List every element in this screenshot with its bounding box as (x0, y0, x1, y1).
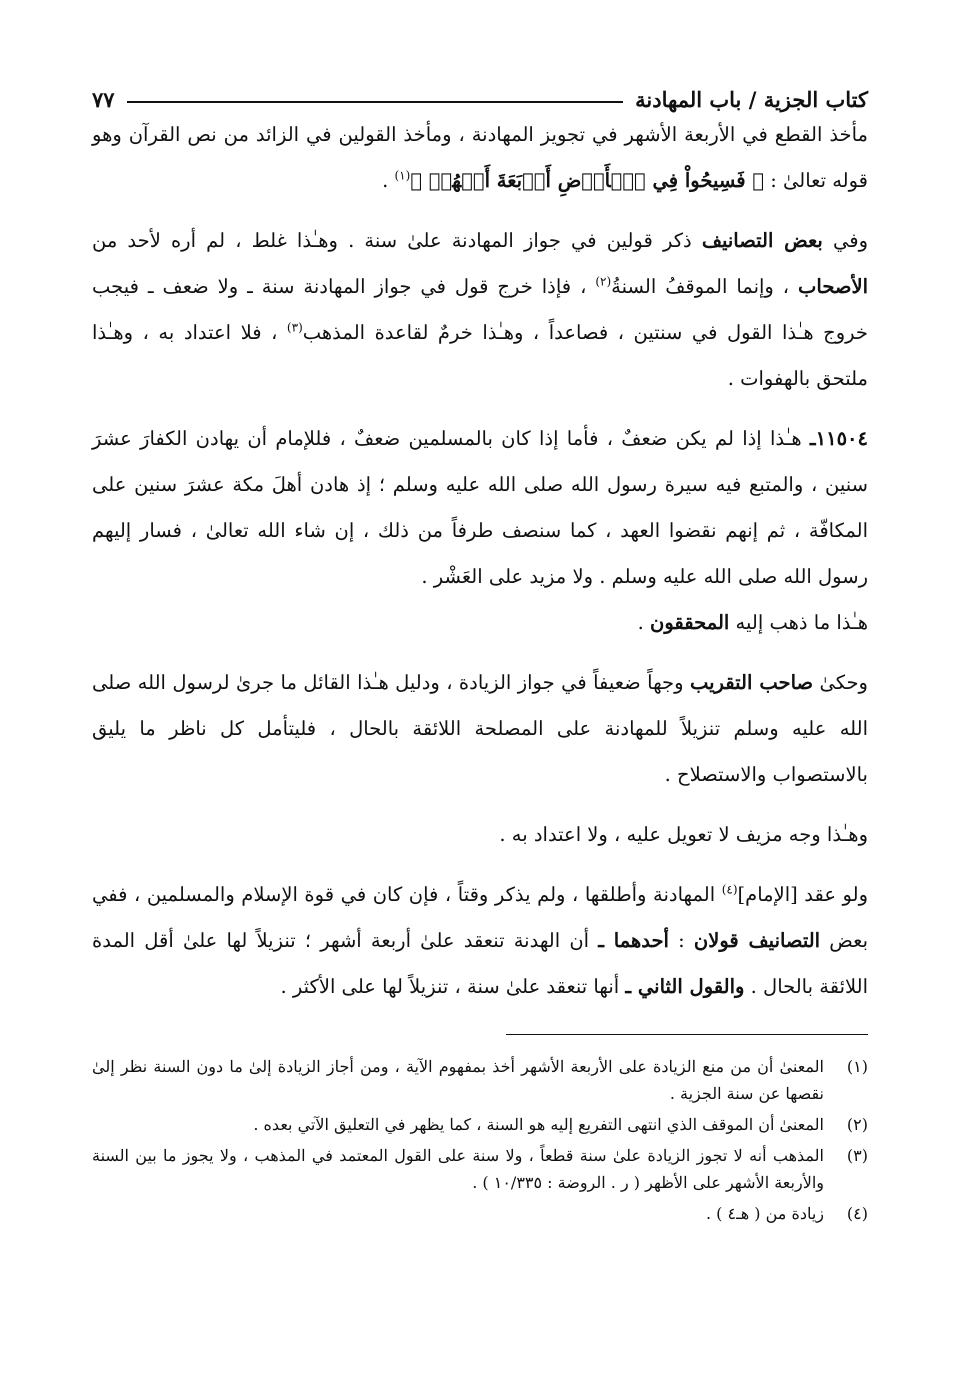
header-title: كتاب الجزية / باب المهادنة (635, 87, 868, 112)
book-page (92, 78, 868, 1231)
text: هـٰذا ما ذهب إليه (729, 611, 868, 634)
text: وهـٰذا وجه مزيف لا تعويل عليه ، ولا اعتداد به . (499, 823, 868, 846)
footnote-separator (506, 1034, 868, 1035)
footnote-text: المذهب أنه لا تجوز الزيادة علىٰ سنة قطعاً ، ولا سنة على القول المعتمد في المذهب ، ولا يجوز ما بين السنة والأربعة الأشهر على الأظهر ( ر . الروضة : ١٠/٣٣٥ ) . (92, 1146, 824, 1192)
section-number: ١١٥٠٤ـ (809, 427, 868, 450)
paragraph-1 (92, 112, 868, 204)
text: أن الهدنة تنعقد علىٰ أربعة أشهر ؛ تنزيلاً لها علىٰ أقل المدة اللائقة بالحال . (92, 929, 868, 998)
text: أنها تنعقد علىٰ سنة ، تنزيلاً لها على الأكثر . (280, 975, 626, 998)
footnote-text: زيادة من ( هـ٤ ) . (705, 1204, 824, 1223)
paragraph-2 (92, 218, 868, 402)
bold-term: التصانيف قولان (693, 929, 821, 952)
paragraph-5 (92, 660, 868, 798)
quran-verse: ﴿ فَسِيحُواْ فِي ٱلۡأَرۡضِ أَرۡبَعَةَ أَشۡهُرٖ ﴾ (410, 169, 765, 192)
paragraph-4 (92, 600, 868, 646)
footnote-ref-1: (١) (394, 168, 411, 183)
text: ذكر قولين في جواز المهادنة علىٰ سنة . وهـٰذا غلط ، لم أره لأحد من (92, 229, 702, 252)
footnote-text: المعنىٰ أن من منع الزيادة على الأربعة الأشهر أخذ بمفهوم الآية ، ومن أجاز الزيادة إلىٰ ما دون السنة نظر إلىٰ نقصها عن سنة الجزية . (92, 1057, 824, 1103)
running-header (92, 78, 868, 112)
footnote-ref-3: (٣) (286, 320, 303, 335)
bold-term: المحققون (650, 611, 730, 634)
text: وحكىٰ (813, 671, 868, 694)
footnote-text: المعنىٰ أن الموقف الذي انتهى التفريع إليه هو السنة ، كما يظهر في التعليق الآتي بعده . (253, 1115, 824, 1134)
footnote-number: (٢) (846, 1115, 868, 1134)
text: ولو عقد [الإمام] (737, 883, 868, 906)
footnote-number: (٤) (846, 1204, 868, 1223)
bold-term: الأصحاب (798, 275, 869, 298)
text: وجهاً ضعيفاً في جواز الزيادة ، ودليل هـٰذا القائل ما جرىٰ لرسول الله صلى الله عليه وسلم تنزيلاً للمهادنة على المصلحة اللائقة بالحال ، فليتأمل كل ناظر ما يليق بالاستصواب والاستصلاح . (92, 671, 868, 786)
text: ، فلا اعتداد به ، وهـٰذا ملتحق بالهفوات . (92, 321, 868, 390)
bold-term: أحدهما ـ (598, 929, 669, 952)
text: ، وإنما الموقفُ السنةُ (611, 275, 799, 298)
text: : (668, 929, 694, 952)
paragraph-3 (92, 416, 868, 600)
footnote (92, 1111, 868, 1138)
text: ، فإذا خرج قول في جواز المهادنة سنة ـ ولا ضعف ـ فيجب خروج هـٰذا القول في سنتين ، فصاعداً ، وهـٰذا خرمٌ لقاعدة المذهب (92, 275, 868, 344)
text: المهادنة وأطلقها ، ولم يذكر وقتاً ، فإن كان في قوة الإسلام والمسلمين ، ففي بعض (92, 883, 868, 952)
text: . (382, 169, 395, 192)
page-number: ٧٧ (92, 87, 115, 112)
paragraph-6 (92, 812, 868, 858)
footnotes (92, 1053, 868, 1227)
bold-term: صاحب التقريب (689, 671, 814, 694)
footnote (92, 1142, 868, 1196)
text: هـٰذا إذا لم يكن ضعفٌ ، فأما إذا كان بالمسلمين ضعفٌ ، فللإمام أن يهادن الكفارَ عشرَ سنين ، والمتبع فيه سيرة رسول الله صلى الله عليه وسلم ؛ إذ هادن أهلَ مكة عشرَ سنين على المكافّة ، ثم إنهم نقضوا العهد ، كما سنصف طرفاً من ذلك ، إن شاء الله تعالىٰ ، فسار إليهم رسول الله صلى الله عليه وسلم . ولا مزيد على العَشْر . (92, 427, 868, 588)
footnote-number: (١) (846, 1057, 868, 1076)
text: . (637, 611, 650, 634)
footnote (92, 1200, 868, 1227)
paragraph-7 (92, 872, 868, 1010)
bold-term: والقول الثاني ـ (625, 975, 745, 998)
footnote-ref-2: (٢) (595, 274, 612, 289)
footnote (92, 1053, 868, 1107)
bold-term: بعض التصانيف (701, 229, 823, 252)
footnote-number: (٣) (846, 1146, 868, 1165)
footnote-ref-4: (٤) (721, 882, 738, 897)
header-rule (127, 101, 624, 103)
text: وفي (822, 229, 868, 252)
text: مأخذ القطع في الأربعة الأشهر في تجويز المهادنة ، ومأخذ القولين في الزائد من نص القرآن وهو قوله تعالىٰ : (92, 123, 868, 192)
